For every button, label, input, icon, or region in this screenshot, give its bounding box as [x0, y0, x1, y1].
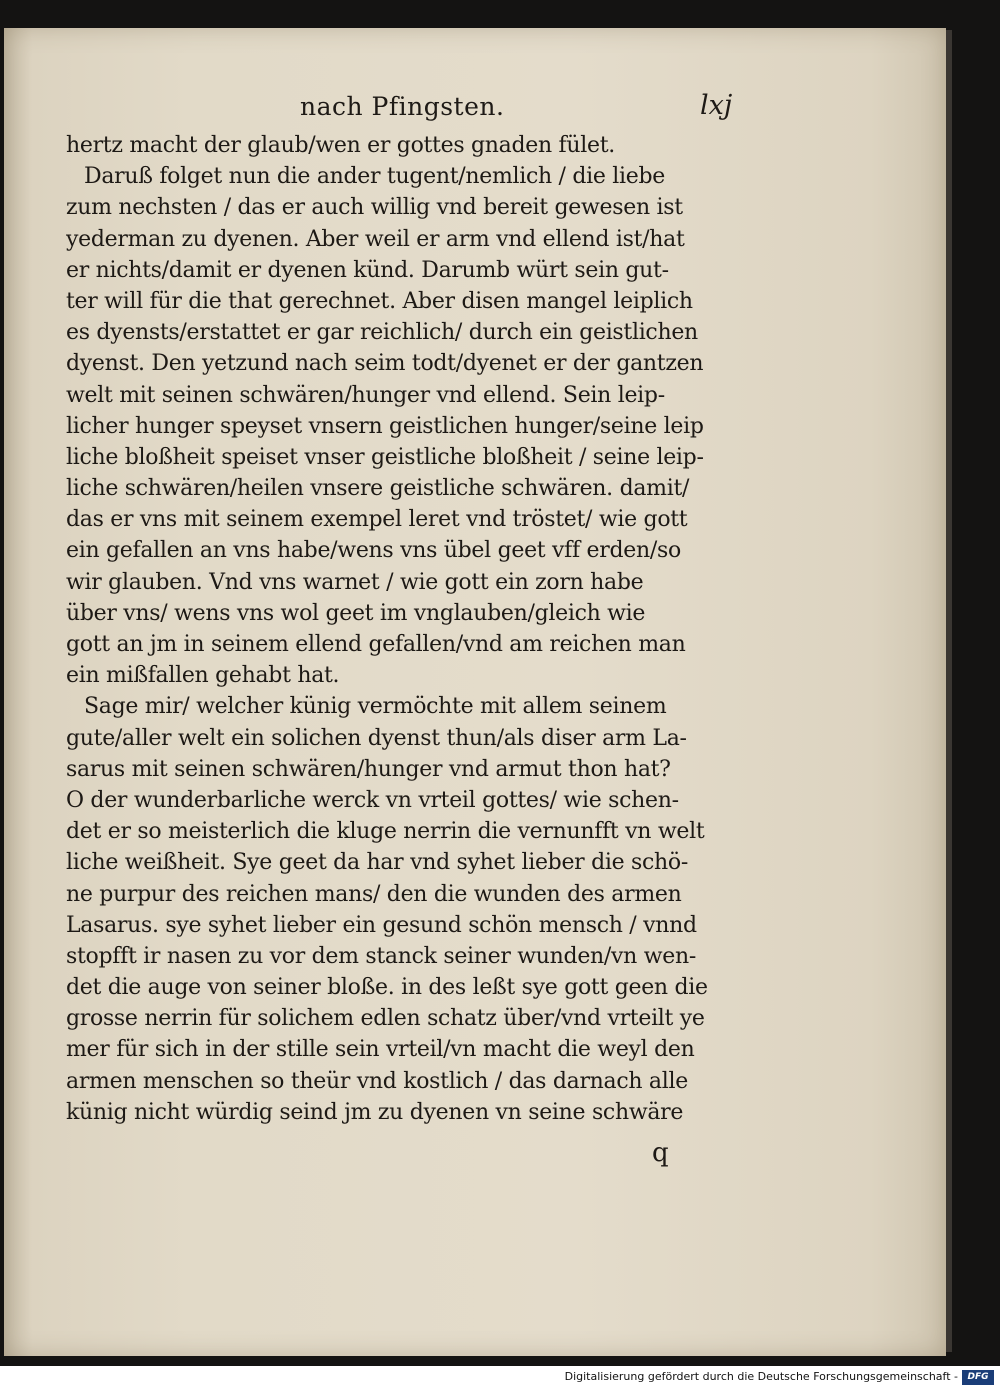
- text-line: das er vns mit seinem exempel leret vnd tröstet/ wie gott: [66, 507, 688, 533]
- folio-number: lxj: [700, 90, 733, 121]
- page-edge: [946, 30, 952, 1352]
- footer-bar: [0, 1366, 1000, 1390]
- text-line: mer für sich in der stille sein vrteil/vn macht die weyl den: [66, 1037, 695, 1063]
- text-line: grosse nerrin für solichem edlen schatz über/vnd vrteilt ye: [66, 1006, 705, 1032]
- text-line: armen menschen so theür vnd kostlich / das darnach alle: [66, 1068, 688, 1094]
- text-line: welt mit seinen schwären/hunger vnd ellend. Sein leip-: [66, 382, 665, 408]
- text-line: liche bloßheit speiset vnser geistliche bloßheit / seine leip-: [66, 444, 704, 470]
- text-line: Lasarus. sye syhet lieber ein gesund schön mensch / vnnd: [66, 912, 697, 938]
- signature-mark: q: [652, 1138, 669, 1168]
- text-line: dyenst. Den yetzund nach seim todt/dyenet er der gantzen: [66, 351, 704, 377]
- text-block: [66, 130, 766, 1128]
- text-line: Daruß folget nun die ander tugent/nemlich / die liebe: [84, 164, 665, 190]
- text-line: det er so meisterlich die kluge nerrin die vernunfft vn welt: [66, 819, 705, 845]
- text-line: gott an jm in seinem ellend gefallen/vnd am reichen man: [66, 632, 686, 657]
- text-line: sarus mit seinen schwären/hunger vnd armut thon hat?: [66, 756, 671, 782]
- text-line: stopfft ir nasen zu vor dem stanck seiner wunden/vn wen-: [66, 943, 696, 969]
- text-line: es dyensts/erstattet er gar reichlich/ durch ein geistlichen: [66, 320, 698, 346]
- text-line: wir glauben. Vnd vns warnet / wie gott ein zorn habe: [66, 569, 644, 595]
- text-line: licher hunger speyset vnsern geistlichen hunger/seine leip: [66, 413, 704, 439]
- text-line: künig nicht würdig seind jm zu dyenen vn seine schwäre: [66, 1099, 684, 1125]
- text-line: liche schwären/heilen vnsere geistliche schwären. damit/: [66, 476, 690, 502]
- text-line: liche weißheit. Sye geet da har vnd syhet lieber die schö-: [66, 850, 688, 876]
- text-line: Sage mir/ welcher künig vermöchte mit allem seinem: [84, 694, 667, 720]
- text-line: ter will für die that gerechnet. Aber disen mangel leiplich: [66, 288, 693, 314]
- text-line: ein gefallen an vns habe/wens vns übel geet vff erden/so: [66, 538, 681, 564]
- text-line: O der wunderbarliche werck vn vrteil gottes/ wie schen-: [66, 787, 679, 813]
- text-line: yederman zu dyenen. Aber weil er arm vnd ellend ist/hat: [66, 226, 685, 252]
- text-line: ein mißfallen gehabt hat.: [66, 663, 340, 689]
- text-line: det die auge von seiner bloße. in des leßt sye gott geen die: [66, 975, 708, 1001]
- text-line: gute/aller welt ein solichen dyenst thun/als diser arm La-: [66, 725, 687, 751]
- text-line: er nichts/damit er dyenen künd. Darumb würt sein gut-: [66, 257, 669, 283]
- dfg-logo: DFG: [962, 1370, 994, 1385]
- text-line: hertz macht der glaub/wen er gottes gnaden fület.: [66, 133, 615, 158]
- text-line: über vns/ wens vns wol geet im vnglauben/gleich wie: [66, 600, 646, 626]
- text-line: zum nechsten / das er auch willig vnd bereit gewesen ist: [66, 195, 683, 221]
- text-line: ne purpur des reichen mans/ den die wunden des armen: [66, 881, 682, 907]
- footer-credit: Digitalisierung gefördert durch die Deutsche Forschungsgemeinschaft -: [564, 1370, 958, 1383]
- running-head: nach Pfingsten.: [300, 92, 505, 121]
